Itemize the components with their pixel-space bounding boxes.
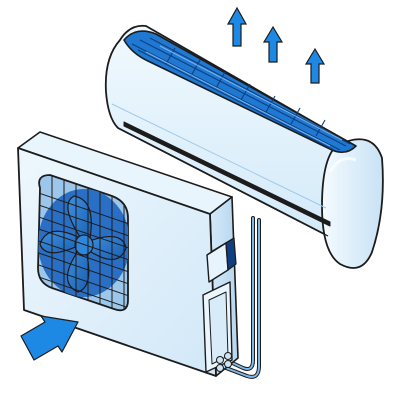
up-arrow-icon	[306, 49, 324, 83]
exhaust-airflow-arrows	[228, 8, 324, 83]
intake-arrow-icon	[21, 316, 78, 360]
up-arrow-icon	[264, 27, 282, 62]
up-arrow-icon	[228, 8, 246, 46]
